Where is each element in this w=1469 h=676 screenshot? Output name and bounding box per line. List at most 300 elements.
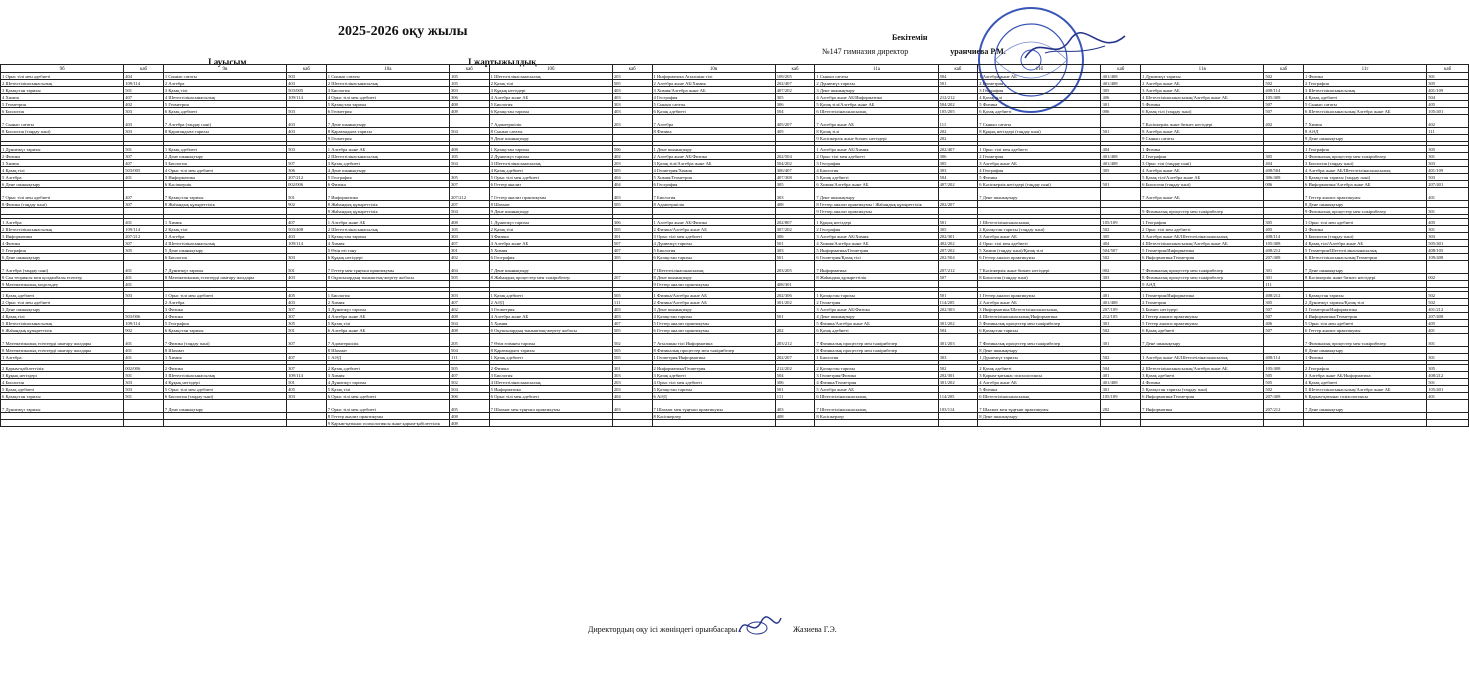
room-cell: [124, 306, 164, 313]
lesson-cell: 2 Геометрия: [978, 153, 1101, 160]
lesson-cell: 7 Алгебра және АБ: [815, 115, 938, 128]
lesson-cell: 8 Оқушылардың тыныштық-жертеу жобасы: [326, 274, 449, 281]
lesson-cell: 7 Кәсіпкерлік және бизнес негіздері: [978, 261, 1101, 274]
lesson-cell: 6 Орыс тілі мен әдебиеті: [489, 393, 612, 400]
room-cell: 203/212: [775, 334, 815, 347]
lesson-cell: 2 География: [1141, 153, 1264, 160]
cab-header: каб: [449, 65, 489, 73]
lesson-cell: 1 Алгебра: [1, 219, 124, 226]
room-cell: [1101, 135, 1141, 142]
room-cell: [775, 306, 815, 313]
room-cell: [938, 87, 978, 94]
lesson-cell: 4 Алгебра және АБ: [1141, 167, 1264, 174]
room-cell: 306/408: [1264, 174, 1304, 181]
room-cell: 303: [612, 101, 652, 108]
lesson-cell: 9 Физикалық процестер мен тәжірибелер: [1304, 208, 1427, 215]
room-cell: [1264, 347, 1304, 354]
schedule-row: [1, 160, 1469, 167]
lesson-cell: 4 Шетелтілінасынасылық: [163, 94, 286, 101]
room-cell: 501: [938, 292, 978, 299]
lesson-cell: 8 Физика: [652, 128, 775, 135]
room-cell: 111: [1264, 281, 1304, 288]
lesson-cell: 4 Шетелтілінасынасылық: [489, 379, 612, 386]
lesson-cell: 6 Геометрия/Қазақ тілі: [815, 254, 938, 261]
room-cell: 404: [449, 261, 489, 274]
schedule-row: [1, 181, 1469, 188]
room-cell: 109/114: [124, 80, 164, 87]
room-cell: [938, 420, 978, 427]
lesson-cell: 1 Алгебра және АБ: [326, 219, 449, 226]
room-cell: 401: [124, 174, 164, 181]
lesson-cell: 9 АӘД: [1141, 281, 1264, 288]
lesson-cell: 3 Қазақ тілі: [163, 87, 286, 94]
cab-header: каб: [287, 65, 327, 73]
lesson-cell: 4 Дене шынықтыру: [815, 313, 938, 320]
room-cell: 404: [612, 174, 652, 181]
room-cell: 301/203: [938, 334, 978, 347]
lesson-cell: [163, 413, 286, 420]
lesson-cell: 1 Физика: [1304, 73, 1427, 80]
lesson-cell: 2 Дүниежүз тарихы/Қазақ тілі: [1304, 299, 1427, 306]
room-cell: 402/202: [938, 240, 978, 247]
lesson-cell: 3 Биология: [163, 160, 286, 167]
lesson-cell: 4 Геттер анализ практикумы: [1141, 313, 1264, 320]
schedule-row: [1, 386, 1469, 393]
room-cell: 202/207: [938, 201, 978, 208]
room-cell: 507: [612, 240, 652, 247]
lesson-cell: 9 Геттер анализ практикумы: [652, 281, 775, 288]
lesson-cell: 4 Қазақстан тарихы: [652, 313, 775, 320]
room-cell: 105/109: [1101, 393, 1141, 400]
room-cell: 502: [1264, 386, 1304, 393]
lesson-cell: 8 Математикалық есептерді шығару жолдары: [1, 347, 124, 354]
room-cell: 401: [124, 261, 164, 274]
room-cell: [775, 146, 815, 153]
room-cell: 306: [612, 219, 652, 226]
room-cell: 202/306: [775, 292, 815, 299]
room-cell: 307: [287, 334, 327, 347]
lesson-cell: 2 АӘД: [489, 299, 612, 306]
lesson-cell: 2 Қазақ әдебиеті: [326, 365, 449, 372]
schedule-row: [1, 379, 1469, 386]
room-cell: 207/212: [287, 174, 327, 181]
room-cell: 202/301: [938, 233, 978, 240]
room-cell: 405: [1264, 226, 1304, 233]
lesson-cell: 5 Орыс тілі мен әдебиеті: [1304, 320, 1427, 327]
lesson-cell: 5 Қазақстан тарихы (таңдау пәні): [1304, 174, 1427, 181]
room-cell: 405: [287, 386, 327, 393]
lesson-cell: 3 Дүниежүз тарихы: [326, 306, 449, 313]
lesson-cell: 7 Шетелтілінасынасылық: [652, 261, 775, 274]
lesson-cell: 7 Математикалық есептерді шығару жолдары: [1, 334, 124, 347]
room-cell: [124, 135, 164, 142]
room-cell: 403: [612, 188, 652, 201]
room-cell: 504: [449, 347, 489, 354]
room-cell: 407/202: [938, 181, 978, 188]
lesson-cell: 5 Қазақ тілі/Алгебра және АБ: [815, 101, 938, 108]
lesson-cell: 2 Дүниежүз тарихы: [489, 153, 612, 160]
room-cell: [1264, 201, 1304, 208]
room-cell: [287, 400, 327, 413]
lesson-cell: 3 Алгебра және АБ/Физика: [815, 306, 938, 313]
room-cell: [287, 247, 327, 254]
room-cell: 006: [1264, 181, 1304, 188]
class-header: 9в: [163, 65, 286, 73]
room-cell: 006: [1101, 108, 1141, 115]
lesson-cell: 7 Алгебра және АБ: [1141, 188, 1264, 201]
lesson-cell: 1 Шетелтілінасынасылық: [489, 73, 612, 80]
lesson-cell: 4 Қазақ тілі/Алгебра және АБ: [1304, 240, 1427, 247]
lesson-cell: 7 Дүниежүз тарихы: [163, 261, 286, 274]
lesson-cell: 3 Қарым-қатынас психологиясы: [978, 372, 1101, 379]
lesson-cell: 4 Орыс тілі мен әдебиеті: [326, 94, 449, 101]
lesson-cell: 1 Қазақстан тарихы: [815, 292, 938, 299]
room-cell: [1101, 208, 1141, 215]
lesson-cell: 7 Дене шынықтыру: [815, 188, 938, 201]
schedule-row: [1, 188, 1469, 201]
lesson-cell: 5 Геометрия: [163, 101, 286, 108]
room-cell: [124, 413, 164, 420]
room-cell: 501: [775, 240, 815, 247]
lesson-cell: 1 Физика: [1304, 354, 1427, 361]
lesson-cell: 2 Қазақстан тарихы: [815, 365, 938, 372]
room-cell: 403: [287, 128, 327, 135]
lesson-cell: [1141, 420, 1264, 427]
room-cell: 109/114: [287, 372, 327, 379]
room-cell: 504/507: [1101, 247, 1141, 254]
room-cell: 407: [449, 299, 489, 306]
lesson-cell: 7 Шахмат мен тұңғыш практикумы: [489, 400, 612, 413]
room-cell: 203: [612, 73, 652, 80]
lesson-cell: 3 Құқық негіздері: [489, 87, 612, 94]
room-cell: 303: [1427, 233, 1469, 240]
room-cell: [1101, 413, 1141, 420]
room-cell: 407: [124, 160, 164, 167]
lesson-cell: 2 Шетелтілінасынасылық: [1, 80, 124, 87]
room-cell: 504: [1427, 94, 1469, 101]
lesson-cell: 4 Шетелтілінасынасылық/Алгебра және АБ: [1141, 94, 1264, 101]
room-cell: [938, 347, 978, 354]
lesson-cell: 4 Алгебра және АБ: [489, 94, 612, 101]
room-cell: [1264, 413, 1304, 420]
class-header: 11а: [815, 65, 938, 73]
lesson-cell: 5 Геттер анализ практикумы: [652, 320, 775, 327]
room-cell: [775, 420, 815, 427]
room-cell: 503: [124, 386, 164, 393]
room-cell: 301: [1427, 208, 1469, 215]
header-row: [1, 65, 1469, 73]
room-cell: 401/109: [1427, 167, 1469, 174]
lesson-cell: 8 Математикалық есептерді шығару жолдары: [163, 274, 286, 281]
lesson-cell: 2 Физика/Алгебра және АБ: [652, 299, 775, 306]
room-cell: 109/408: [1427, 254, 1469, 261]
room-cell: 503: [287, 108, 327, 115]
lesson-cell: 4 Биология: [815, 167, 938, 174]
lesson-cell: 7 Физикалық процестер мен тәжірибелер: [978, 334, 1101, 347]
room-cell: [1264, 135, 1304, 142]
room-cell: 505: [1264, 379, 1304, 386]
lesson-cell: 8 Қарағандыға тарихы: [489, 347, 612, 354]
lesson-cell: [1141, 347, 1264, 354]
schedule-row: [1, 208, 1469, 215]
room-cell: 109/114: [124, 226, 164, 233]
schedule-row: [1, 347, 1469, 354]
lesson-cell: 7 Шетелтілінасынасылық: [815, 400, 938, 413]
lesson-cell: 9 Дене шынықтыру: [1304, 135, 1427, 142]
lesson-cell: 1 Биология: [326, 292, 449, 299]
lesson-cell: 5 Геометрия/Информатика: [1141, 247, 1264, 254]
approve-label: Бекітемін: [892, 33, 928, 42]
lesson-cell: 2 Физика: [163, 365, 286, 372]
lesson-cell: 1 Алгебра және АБ/Химия: [815, 146, 938, 153]
room-cell: [1101, 174, 1141, 181]
room-cell: 505: [612, 327, 652, 334]
lesson-cell: 4 Орыс тілі мен әдебиеті: [163, 167, 286, 174]
room-cell: 207/408: [1427, 313, 1469, 320]
room-cell: 504: [449, 320, 489, 327]
room-cell: 402: [124, 101, 164, 108]
lesson-cell: 3 Алгебра және АБ: [1141, 87, 1264, 94]
lesson-cell: 1 Қазақ әдебиеті: [1, 292, 124, 299]
lesson-cell: 3 Физика: [489, 233, 612, 240]
lesson-cell: [978, 208, 1101, 215]
room-cell: 507: [1264, 101, 1304, 108]
lesson-cell: 2 Геометрия: [815, 299, 938, 306]
room-cell: 203: [612, 160, 652, 167]
room-cell: 401: [124, 274, 164, 281]
schedule-row: [1, 393, 1469, 400]
lesson-cell: 7 Сынып сағаты: [1, 115, 124, 128]
room-cell: 305: [1101, 233, 1141, 240]
room-cell: 306: [775, 379, 815, 386]
room-cell: [1101, 420, 1141, 427]
room-cell: 504: [775, 372, 815, 379]
lesson-cell: 5 Шетелтілінасынасылық: [1, 320, 124, 327]
room-cell: 109/114: [287, 240, 327, 247]
room-cell: 402: [449, 254, 489, 261]
room-cell: 303: [124, 379, 164, 386]
cab-header: каб: [1264, 65, 1304, 73]
lesson-cell: 8 Кәсіпкерлік және бизнес негіздері: [1304, 274, 1427, 281]
room-cell: [287, 413, 327, 420]
lesson-cell: 6 География: [652, 181, 775, 188]
lesson-cell: 8 Қарағандыға тарихы: [163, 128, 286, 135]
room-cell: 207/408: [1264, 393, 1304, 400]
room-cell: 203: [612, 115, 652, 128]
lesson-cell: [163, 135, 286, 142]
lesson-cell: 6 География: [489, 254, 612, 261]
lesson-cell: 5 Химия: [489, 320, 612, 327]
room-cell: [1264, 188, 1304, 201]
lesson-cell: 4 Информатика/Геометрия: [1304, 313, 1427, 320]
signature-icon: [735, 612, 785, 640]
room-cell: 503/006: [124, 313, 164, 320]
lesson-cell: 6 Информатика/Алгебра және АБ: [1304, 181, 1427, 188]
lesson-cell: 6 Биология: [163, 254, 286, 261]
room-cell: 403: [612, 108, 652, 115]
room-cell: [612, 281, 652, 288]
room-cell: 403: [775, 400, 815, 413]
room-cell: 505: [612, 354, 652, 361]
room-cell: 401/408: [1101, 299, 1141, 306]
room-cell: 501: [775, 313, 815, 320]
schedule-row: [1, 365, 1469, 372]
lesson-cell: 7 Физика (таңдау пәні): [163, 334, 286, 347]
room-cell: 505: [612, 292, 652, 299]
lesson-cell: 2 Алгебра және АБ: [978, 299, 1101, 306]
lesson-cell: 3 Физика: [163, 306, 286, 313]
lesson-cell: 6 Биология (таңдау пәні): [163, 393, 286, 400]
room-cell: 207/109: [1101, 306, 1141, 313]
room-cell: 105: [449, 226, 489, 233]
room-cell: 401: [1427, 393, 1469, 400]
deputy-label: Директордың оқу ісі жөніндегі орынбасары :: [588, 625, 742, 634]
room-cell: 202/407: [938, 146, 978, 153]
lesson-cell: 3 Геометрия/Физика: [815, 372, 938, 379]
lesson-cell: 8 Геттер анализ практикумы: [326, 413, 449, 420]
lesson-cell: 1 Дүниежүз тарихы: [1141, 73, 1264, 80]
room-cell: [1427, 135, 1469, 142]
schedule-row: [1, 313, 1469, 320]
room-cell: 306: [938, 153, 978, 160]
lesson-cell: 6 Геттер анализ: [489, 181, 612, 188]
lesson-cell: 5 Дене шынықтыру: [163, 247, 286, 254]
lesson-cell: 7 Геттер анализ практикумы: [1304, 188, 1427, 201]
lesson-cell: 3 Алгебра және АБ/Химия: [815, 233, 938, 240]
room-cell: 405: [775, 128, 815, 135]
room-cell: 307: [449, 181, 489, 188]
room-cell: 507: [1264, 313, 1304, 320]
lesson-cell: 1 Химия: [163, 219, 286, 226]
lesson-cell: 8 Шахмат: [326, 347, 449, 354]
room-cell: 407: [612, 320, 652, 327]
room-cell: 207/212: [449, 188, 489, 201]
lesson-cell: [489, 281, 612, 288]
room-cell: 306: [775, 233, 815, 240]
lesson-cell: 4 География: [652, 94, 775, 101]
lesson-cell: 1 Алгебра және АБ/Физика: [652, 219, 775, 226]
room-cell: 401/408: [1101, 160, 1141, 167]
room-cell: 203: [612, 379, 652, 386]
lesson-cell: 1 Сынып сағаты: [326, 73, 449, 80]
room-cell: 105/408: [1264, 94, 1304, 101]
lesson-cell: 6 Шетелтілінасынасылық/Геометрия: [1304, 254, 1427, 261]
lesson-cell: 3 Алгебра және АБ: [978, 233, 1101, 240]
lesson-cell: [163, 208, 286, 215]
room-cell: 305: [1427, 80, 1469, 87]
room-cell: 403: [612, 313, 652, 320]
room-cell: 501: [1101, 181, 1141, 188]
room-cell: 207/212: [938, 261, 978, 274]
lesson-cell: 7 Информатика: [1141, 400, 1264, 413]
room-cell: 408: [449, 420, 489, 427]
lesson-cell: [489, 420, 612, 427]
lesson-cell: 5 Геттер анализ практикумы: [1141, 320, 1264, 327]
room-cell: 305: [775, 181, 815, 188]
lesson-cell: [652, 135, 775, 142]
room-cell: 303: [287, 393, 327, 400]
room-cell: 212/202: [775, 365, 815, 372]
lesson-cell: [978, 420, 1101, 427]
lesson-cell: 8 Жаһандық құзыреттілік: [163, 201, 286, 208]
room-cell: 401: [1427, 188, 1469, 201]
lesson-cell: 6 Кәсіпкерлік негіздері (таңдау пәні): [978, 181, 1101, 188]
lesson-cell: 5 Информатика: [163, 174, 286, 181]
room-cell: [1101, 115, 1141, 128]
room-cell: [775, 274, 815, 281]
class-header: 10а: [326, 65, 449, 73]
lesson-cell: 1 Физика/Алгебра және АБ: [652, 292, 775, 299]
room-cell: 403: [612, 87, 652, 94]
room-cell: [287, 347, 327, 354]
room-cell: 111: [449, 354, 489, 361]
room-cell: 303: [938, 354, 978, 361]
lesson-cell: 8 Дене шынықтыру: [1304, 347, 1427, 354]
schedule-row: [1, 167, 1469, 174]
room-cell: [775, 135, 815, 142]
schedule-row: [1, 87, 1469, 94]
lesson-cell: 4 Шетелтілінасынасылық/Информатика: [978, 313, 1101, 320]
room-cell: 401/408: [1101, 153, 1141, 160]
lesson-cell: 3 Геометрия: [489, 306, 612, 313]
lesson-cell: 6 Қазақстан тарихы: [978, 327, 1101, 334]
room-cell: 307/202: [775, 226, 815, 233]
room-cell: 502: [1101, 254, 1141, 261]
lesson-cell: 7 Дене шынықтыру: [1141, 334, 1264, 347]
room-cell: 207/212: [1264, 400, 1304, 413]
lesson-cell: 8 АӘД: [1304, 128, 1427, 135]
lesson-cell: 6 Геттер анализ практикумы: [978, 254, 1101, 261]
room-cell: [1264, 334, 1304, 347]
lesson-cell: 3 Қазақ әдебиеті: [1141, 372, 1264, 379]
room-cell: [938, 386, 978, 393]
room-cell: 405: [287, 292, 327, 299]
schedule-row: [1, 334, 1469, 347]
lesson-cell: 9 Сынып сағаты: [1141, 135, 1264, 142]
lesson-cell: 1 Алгебра және АБ: [326, 146, 449, 153]
room-cell: 303: [124, 108, 164, 115]
lesson-cell: 1 Сынып сағаты: [163, 73, 286, 80]
room-cell: 305: [1101, 167, 1141, 174]
room-cell: 408: [449, 413, 489, 420]
room-cell: [449, 135, 489, 142]
room-cell: 306: [775, 101, 815, 108]
lesson-cell: 9 Геометрия: [326, 135, 449, 142]
lesson-cell: 6 Дене шынықтыру: [1, 254, 124, 261]
room-cell: 503/005: [287, 87, 327, 94]
lesson-cell: 6 Геттер анализ практикумы: [652, 327, 775, 334]
lesson-cell: 5 Биология: [489, 101, 612, 108]
lesson-cell: 2 Қарым-қабілеттілік: [1, 365, 124, 372]
room-cell: 408: [449, 146, 489, 153]
lesson-cell: 6 Геометрия: [326, 108, 449, 115]
room-cell: 405: [1427, 101, 1469, 108]
lesson-cell: 4 Дүниежүз тарихы: [652, 240, 775, 247]
lesson-cell: 1 Дене шынықтыру: [652, 146, 775, 153]
lesson-cell: 8 Физика (таңдау пәні): [1, 201, 124, 208]
room-cell: 505: [612, 347, 652, 354]
room-cell: 301: [1427, 153, 1469, 160]
schedule-row: [1, 299, 1469, 306]
room-cell: 202/807: [775, 219, 815, 226]
room-cell: [1264, 146, 1304, 153]
lesson-cell: 3 Алгебра және АБ/Шетелтілінасынасылық: [1141, 233, 1264, 240]
lesson-cell: 4 Алгебра және АБ: [978, 379, 1101, 386]
lesson-cell: 5 Химия: [489, 247, 612, 254]
room-cell: 507: [938, 274, 978, 281]
room-cell: 507: [1264, 306, 1304, 313]
room-cell: [124, 400, 164, 413]
